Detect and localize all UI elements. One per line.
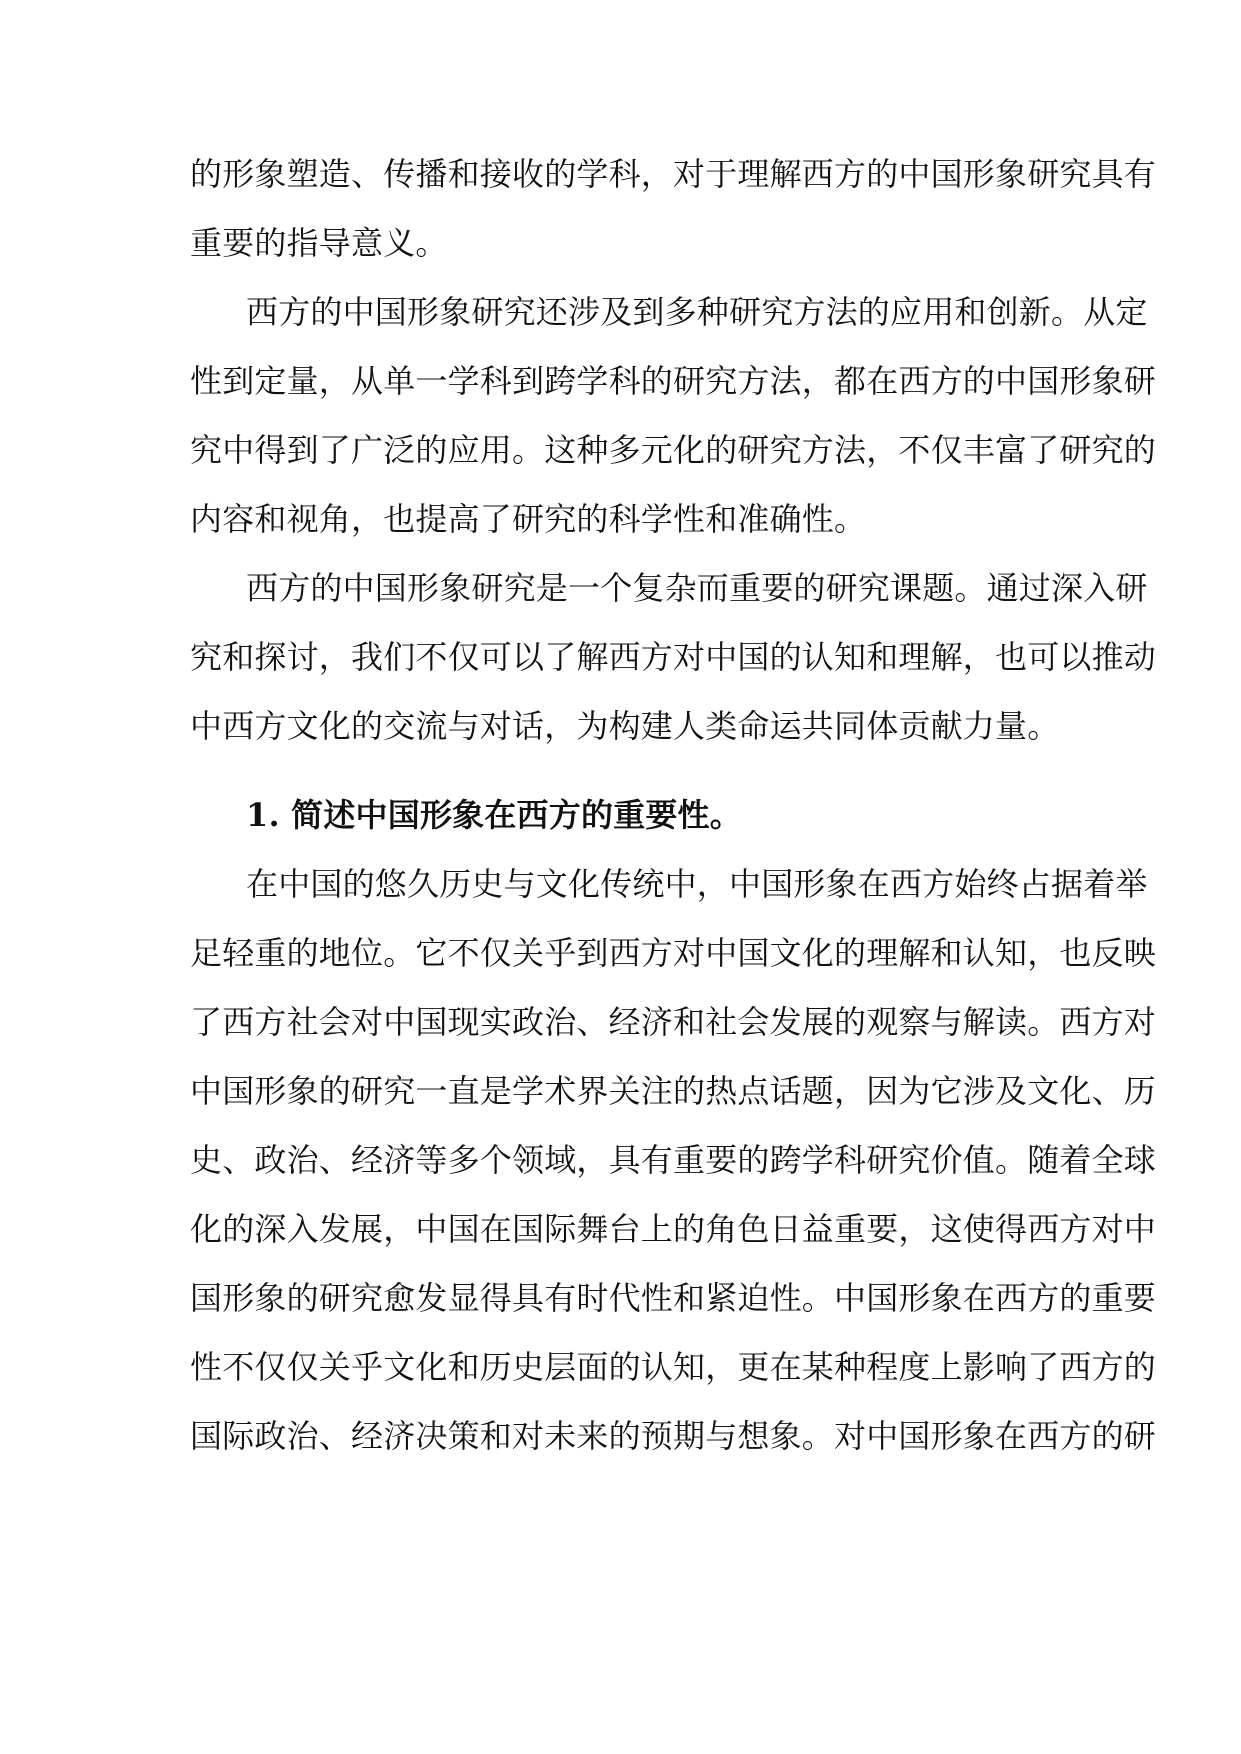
text-line: 重要的指导意义。 xyxy=(190,224,448,262)
text-line: 在中国的悠久历史与文化传统中，中国形象在西方始终占据着举 xyxy=(246,865,1148,903)
text-line: 西方的中国形象研究是一个复杂而重要的研究课题。通过深入研 xyxy=(246,569,1148,607)
text-line: 的形象塑造、传播和接收的学科，对于理解西方的中国形象研究具有 xyxy=(190,155,1157,193)
section-heading: 1. 简述中国形象在西方的重要性。 xyxy=(246,796,742,834)
text-line: 究和探讨，我们不仅可以了解西方对中国的认知和理解，也可以推动 xyxy=(190,638,1157,676)
text-line: 性到定量，从单一学科到跨学科的研究方法，都在西方的中国形象研 xyxy=(190,362,1157,400)
paragraph-1 xyxy=(190,140,1157,278)
text-line: 国形象的研究愈发显得具有时代性和紧迫性。中国形象在西方的重要 xyxy=(190,1279,1157,1317)
text-line: 足轻重的地位。它不仅关乎到西方对中国文化的理解和认知，也反映 xyxy=(190,934,1157,972)
section-spacer xyxy=(190,761,1056,781)
text-line: 西方的中国形象研究还涉及到多种研究方法的应用和创新。从定 xyxy=(246,293,1148,331)
text-line: 国际政治、经济决策和对未来的预期与想象。对中国形象在西方的研 xyxy=(190,1417,1157,1455)
text-line: 中国形象的研究一直是学术界关注的热点话题，因为它涉及文化、历 xyxy=(190,1072,1157,1110)
paragraph-3 xyxy=(190,554,1157,761)
document-page xyxy=(190,140,1157,1471)
text-line: 化的深入发展，中国在国际舞台上的角色日益重要，这使得西方对中 xyxy=(190,1210,1157,1248)
text-line: 内容和视角，也提高了研究的科学性和准确性。 xyxy=(190,500,867,538)
text-line: 性不仅仅关乎文化和历史层面的认知，更在某种程度上影响了西方的 xyxy=(190,1348,1157,1386)
text-line: 史、政治、经济等多个领域，具有重要的跨学科研究价值。随着全球 xyxy=(190,1141,1157,1179)
paragraph-4 xyxy=(190,850,1157,1471)
text-line: 究中得到了广泛的应用。这种多元化的研究方法，不仅丰富了研究的 xyxy=(190,431,1157,469)
text-line: 了西方社会对中国现实政治、经济和社会发展的观察与解读。西方对 xyxy=(190,1003,1157,1041)
paragraph-2 xyxy=(190,278,1157,554)
text-line: 中西方文化的交流与对话，为构建人类命运共同体贡献力量。 xyxy=(190,707,1060,745)
